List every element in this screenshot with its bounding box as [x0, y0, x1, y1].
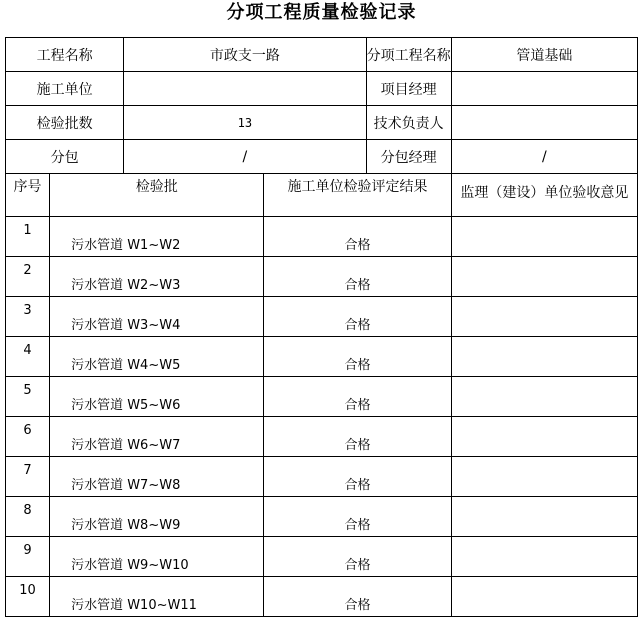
row-batch: 污水管道 W5~W6: [50, 377, 264, 417]
inspection-record-table: [5, 37, 638, 617]
tech-lead-value: [451, 106, 637, 140]
table-row: [6, 337, 638, 377]
document-title: 分项工程质量检验记录: [226, 2, 417, 23]
row-opinion: [451, 257, 637, 297]
header-row-batch: [6, 106, 638, 140]
table-row: [6, 217, 638, 257]
row-batch: 污水管道 W2~W3: [50, 257, 264, 297]
row-batch: 污水管道 W10~W11: [50, 577, 264, 617]
tech-lead-label: 技术负责人: [366, 106, 451, 140]
project-manager-value: [451, 72, 637, 106]
col-result-header: 施工单位检验评定结果: [264, 174, 451, 217]
project-manager-label: 项目经理: [366, 72, 451, 106]
row-opinion: [451, 217, 637, 257]
row-result: 合格: [264, 537, 451, 577]
row-result: 合格: [264, 257, 451, 297]
row-batch: 污水管道 W7~W8: [50, 457, 264, 497]
header-row-subcontract: [6, 140, 638, 174]
row-batch: 污水管道 W3~W4: [50, 297, 264, 337]
row-seq: 2: [6, 257, 50, 297]
row-batch: 污水管道 W6~W7: [50, 417, 264, 457]
row-opinion: [451, 537, 637, 577]
column-header-row: [6, 174, 638, 217]
table-row: [6, 257, 638, 297]
row-batch: 污水管道 W4~W5: [50, 337, 264, 377]
header-row-project: [6, 38, 638, 72]
row-result: 合格: [264, 497, 451, 537]
row-opinion: [451, 297, 637, 337]
batch-count-value: 13: [124, 106, 366, 140]
batch-count-label: 检验批数: [6, 106, 124, 140]
table-row: [6, 577, 638, 617]
row-seq: 5: [6, 377, 50, 417]
row-opinion: [451, 377, 637, 417]
row-result: 合格: [264, 217, 451, 257]
table-row: [6, 497, 638, 537]
col-opinion-header: 监理（建设）单位验收意见: [451, 174, 637, 217]
subcontract-label: 分包: [6, 140, 124, 174]
row-opinion: [451, 497, 637, 537]
row-result: 合格: [264, 417, 451, 457]
row-seq: 9: [6, 537, 50, 577]
row-batch: 污水管道 W9~W10: [50, 537, 264, 577]
sub-project-value: 管道基础: [451, 38, 637, 72]
construction-unit-label: 施工单位: [6, 72, 124, 106]
col-batch-header: 检验批: [50, 174, 264, 217]
row-batch: 污水管道 W8~W9: [50, 497, 264, 537]
row-result: 合格: [264, 377, 451, 417]
row-result: 合格: [264, 577, 451, 617]
col-seq-header: 序号: [6, 174, 50, 217]
row-result: 合格: [264, 337, 451, 377]
table-row: [6, 417, 638, 457]
row-result: 合格: [264, 457, 451, 497]
row-batch: 污水管道 W1~W2: [50, 217, 264, 257]
row-opinion: [451, 337, 637, 377]
row-opinion: [451, 457, 637, 497]
construction-unit-value: [124, 72, 366, 106]
row-seq: 7: [6, 457, 50, 497]
table-row: [6, 537, 638, 577]
header-row-unit: [6, 72, 638, 106]
row-seq: 6: [6, 417, 50, 457]
project-name-label: 工程名称: [6, 38, 124, 72]
subcontract-manager-value: /: [451, 140, 637, 174]
row-result: 合格: [264, 297, 451, 337]
project-name-value: 市政支一路: [124, 38, 366, 72]
row-seq: 3: [6, 297, 50, 337]
table-row: [6, 457, 638, 497]
row-seq: 8: [6, 497, 50, 537]
table-row: [6, 377, 638, 417]
table-row: [6, 297, 638, 337]
row-opinion: [451, 417, 637, 457]
row-seq: 10: [6, 577, 50, 617]
row-seq: 4: [6, 337, 50, 377]
row-opinion: [451, 577, 637, 617]
row-seq: 1: [6, 217, 50, 257]
subcontract-manager-label: 分包经理: [366, 140, 451, 174]
batch-rows: [6, 217, 638, 617]
subcontract-value: /: [124, 140, 366, 174]
sub-project-label: 分项工程名称: [366, 38, 451, 72]
